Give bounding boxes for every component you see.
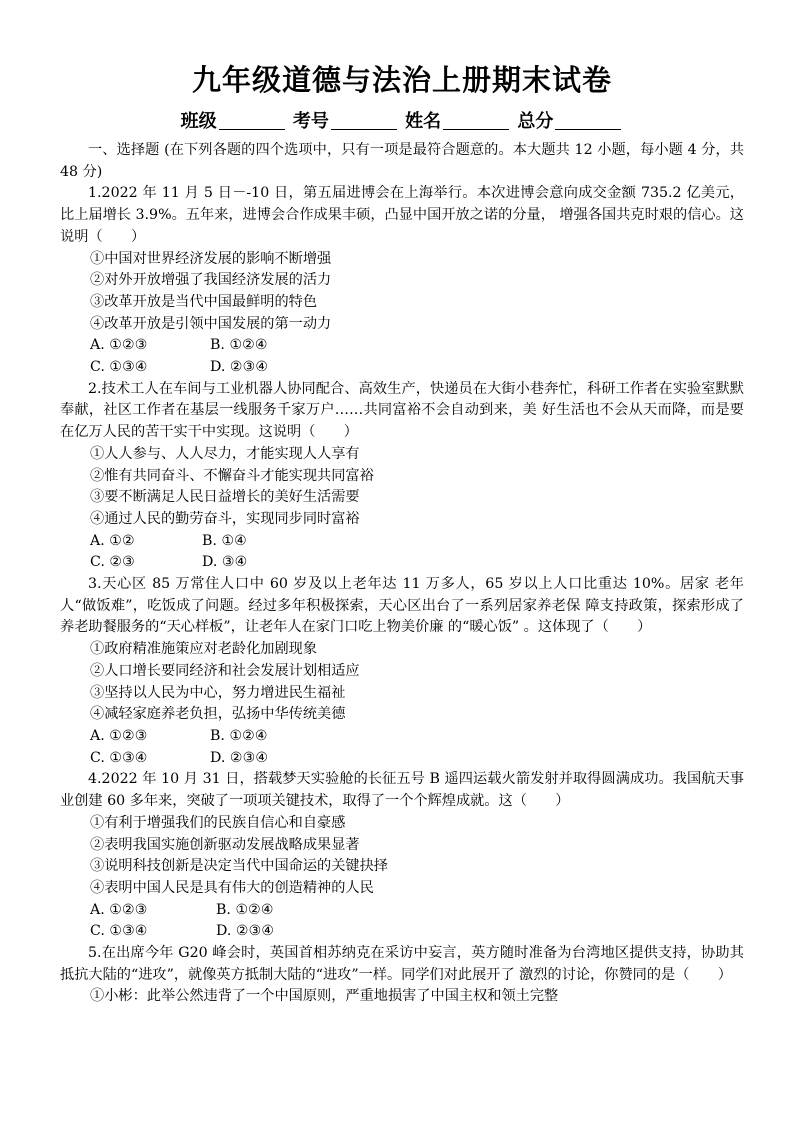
question-2-choice-b[interactable]: B. ①④ <box>202 532 247 549</box>
question-1-choices-ab <box>60 335 744 357</box>
question-1-choices-cd <box>60 357 744 379</box>
question-4-choice-d[interactable]: D. ②③④ <box>216 923 275 940</box>
exam-number-blank[interactable] <box>331 111 397 130</box>
question-1-choice-d[interactable]: D. ②③④ <box>210 359 269 376</box>
question-4-choice-b[interactable]: B. ①②④ <box>216 901 274 918</box>
question-2-option-4: ④通过人民的勤劳奋斗，实现同步同时富裕 <box>90 510 360 527</box>
question-3-choices-ab <box>60 726 744 748</box>
question-2-choice-d[interactable]: D. ③④ <box>202 554 248 571</box>
question-4-choices-ab <box>60 900 744 922</box>
info-line <box>60 108 744 140</box>
question-1-option-4: ④改革开放是引领中国发展的第一动力 <box>90 315 332 332</box>
question-4-option-4: ④表明中国人民是具有伟大的创造精神的人民 <box>90 879 374 896</box>
question-4-choices-cd <box>60 921 744 943</box>
question-5-option-1: ①小彬：此举公然违背了一个中国原则，严重地损害了中国主权和领土完整 <box>90 988 559 1005</box>
question-2-choice-c[interactable]: C. ②③ <box>90 554 135 571</box>
question-stem-5: 5.在出席今年 G20 峰会时，英国首相苏纳克在采访中妄言，英方随时准备为台湾地区提供支持，协助其抵抗大陆的“进攻”，就像英方抵制大陆的“进攻”一样。同学们对此展开了 激烈的讨论，你赞同的是（ ） <box>60 945 744 983</box>
question-1-option-1: ①中国对世界经济发展的影响不断增强 <box>90 250 332 267</box>
section-heading: 一、选择题 (在下列各题的四个选项中，只有一项是最符合题意的。本大题共 12 小题，每小题 4 分，共 48 分) <box>60 142 744 180</box>
name-label: 姓名 <box>405 111 442 132</box>
question-stem-1: 1.2022 年 11 月 5 日－-10 日，第五届进博会在上海举行。本次进博会意向成交金额 735.2 亿美元，比上届增长 3.9%。五年来，进博会合作成果丰硕，凸显中国开放之诺的分量， 增强各国共克时艰的信心。这说明（ ） <box>60 185 744 245</box>
question-2-choice-a[interactable]: A. ①② <box>90 532 135 549</box>
question-4-option-3: ③说明科技创新是决定当代中国命运的关键抉择 <box>90 858 388 875</box>
question-3-choice-a[interactable]: A. ①②③ <box>90 727 148 744</box>
total-score-blank[interactable] <box>555 111 621 130</box>
question-stem-3: 3.天心区 85 万常住人口中 60 岁及以上老年达 11 万多人，65 岁以上人口比重达 10%。居家 老年人“做饭难”，吃饭成了问题。经过多年积极探索，天心区出台了一系列居家养老保 障支持政策，探索形成了养老助餐服务的“天心样板”，让老年人在家门口吃上物美价廉 的“暖心饭” 。这体现了（ ） <box>60 576 744 636</box>
question-4-choice-c[interactable]: C. ①③④ <box>90 923 148 940</box>
question-3-option-3: ③坚持以人民为中心，努力增进民生福祉 <box>90 684 346 701</box>
page-title: 九年级道德与法治上册期末试卷 <box>191 63 612 97</box>
question-3-choice-c[interactable]: C. ①③④ <box>90 749 148 766</box>
question-1-option-2: ②对外开放增强了我国经济发展的活力 <box>90 272 332 289</box>
exam-number-label: 考号 <box>292 111 329 132</box>
question-2-option-2: ②惟有共同奋斗、不懈奋斗才能实现共同富裕 <box>90 467 374 484</box>
question-3-option-1: ①政府精准施策应对老龄化加剧现象 <box>90 641 318 658</box>
question-1-choice-a[interactable]: A. ①②③ <box>90 337 148 354</box>
class-label: 班级 <box>180 111 217 132</box>
total-score-label: 总分 <box>517 111 554 132</box>
question-stem-2: 2.技术工人在车间与工业机器人协同配合、高效生产，快递员在大街小巷奔忙，科研工作者在实验室默默奉献，社区工作者在基层一线服务千家万户……共同富裕不会自动到来，美 好生活也不会从天而降，而是要在亿万人民的苦干实干中实现。这说明（ ） <box>60 380 744 441</box>
question-1-choice-c[interactable]: C. ①③④ <box>90 359 148 376</box>
question-3-choices-cd <box>60 748 744 770</box>
question-2-choices-cd <box>60 552 744 574</box>
question-2-option-1: ①人人参与、人人尽力，才能实现人人享有 <box>90 445 360 462</box>
question-4-option-2: ②表明我国实施创新驱动发展战略成果显著 <box>90 836 360 853</box>
question-3-option-4: ④减轻家庭养老负担，弘扬中华传统美德 <box>90 706 346 723</box>
question-stem-4: 4.2022 年 10 月 31 日，搭载梦天实验舱的长征五号 B 遥四运载火箭发射并取得圆满成功。我国航天事业创建 60 多年来，突破了一项项关键技术，取得了一个个辉煌成就。这（ ） <box>60 771 744 810</box>
name-blank[interactable] <box>443 111 509 130</box>
question-4-choice-a[interactable]: A. ①②③ <box>90 901 148 918</box>
question-1-option-3: ③改革开放是当代中国最鲜明的特色 <box>90 293 318 310</box>
question-2-option-3: ③要不断满足人民日益增长的美好生活需要 <box>90 489 360 506</box>
question-3-option-2: ②人口增长要同经济和社会发展计划相适应 <box>90 662 360 679</box>
exam-body <box>60 140 744 1008</box>
question-1-choice-b[interactable]: B. ①②④ <box>210 337 268 354</box>
question-2-choices-ab <box>60 531 744 553</box>
question-3-choice-b[interactable]: B. ①②④ <box>210 727 268 744</box>
question-4-option-1: ①有利于增强我们的民族自信心和自豪感 <box>90 814 346 831</box>
question-3-choice-d[interactable]: D. ②③④ <box>210 749 269 766</box>
class-blank[interactable] <box>219 111 285 130</box>
exam-page <box>60 60 744 1008</box>
